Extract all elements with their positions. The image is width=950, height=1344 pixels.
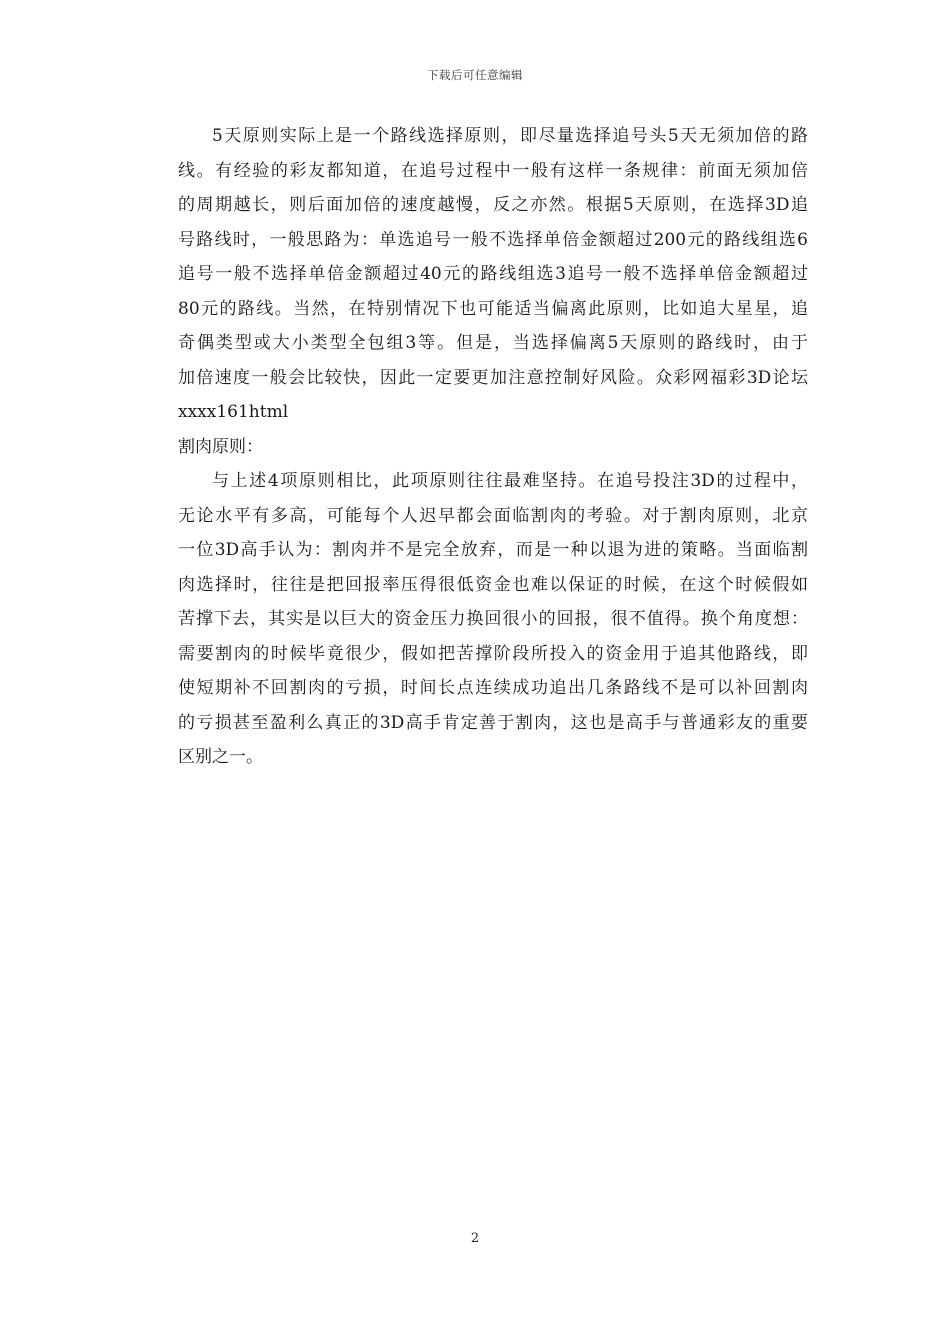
text-line: 追号一般不选择单倍金额超过40元的路线组选3追号一般不选择单倍金额超过	[178, 264, 808, 284]
text-line: 80元的路线。当然，在特别情况下也可能适当偏离此原则，比如追大星星，追	[178, 298, 808, 319]
text-line: xxxx161html	[178, 402, 289, 422]
document-body	[144, 119, 808, 775]
text-line: 苦撑下去，其实是以巨大的资金压力换回很小的回报，很不值得。换个角度想：	[178, 609, 808, 629]
section-heading: 割肉原则：	[178, 436, 263, 457]
text-line: 区别之一。	[178, 747, 263, 767]
page-number: 2	[470, 1231, 480, 1246]
text-line: 5天原则实际上是一个路线选择原则，即尽量选择追号头5天无须加倍的路	[212, 126, 808, 146]
page-header: 下载后可任意编辑	[427, 68, 523, 82]
text-line: 线。有经验的彩友都知道，在追号过程中一般有这样一条规律：前面无须加倍	[178, 160, 808, 181]
text-line: 奇偶类型或大小类型全包组3等。但是，当选择偏离5天原则的路线时，由于	[178, 333, 808, 353]
paragraph-cut-loss-principle	[144, 464, 808, 775]
text-line: 与上述4项原则相比，此项原则往往最难坚持。在追号投注3D的过程中，	[212, 471, 808, 491]
text-line: 的周期越长，则后面加倍的速度越慢，反之亦然。根据5天原则，在选择3D追	[178, 195, 808, 215]
text-line: 需要割肉的时候毕竟很少，假如把苦撑阶段所投入的资金用于追其他路线，即	[178, 643, 808, 664]
paragraph-five-day-principle	[144, 119, 808, 430]
text-line: 一位3D高手认为：割肉并不是完全放弃，而是一种以退为进的策略。当面临割	[178, 540, 808, 560]
text-line: 的亏损甚至盈利么真正的3D高手肯定善于割肉，这也是高手与普通彩友的重要	[178, 712, 808, 733]
text-line: 加倍速度一般会比较快，因此一定要更加注意控制好风险。众彩网福彩3D论坛	[178, 367, 808, 388]
text-line: 号路线时，一般思路为：单选追号一般不选择单倍金额超过200元的路线组选6	[178, 229, 808, 250]
text-line: 无论水平有多高，可能每个人迟早都会面临割肉的考验。对于割肉原则，北京	[178, 505, 808, 526]
text-line: 肉选择时，往往是把回报率压得很低资金也难以保证的时候，在这个时候假如	[178, 574, 808, 595]
text-line: 使短期补不回割肉的亏损，时间长点连续成功追出几条路线不是可以补回割肉	[178, 678, 808, 698]
